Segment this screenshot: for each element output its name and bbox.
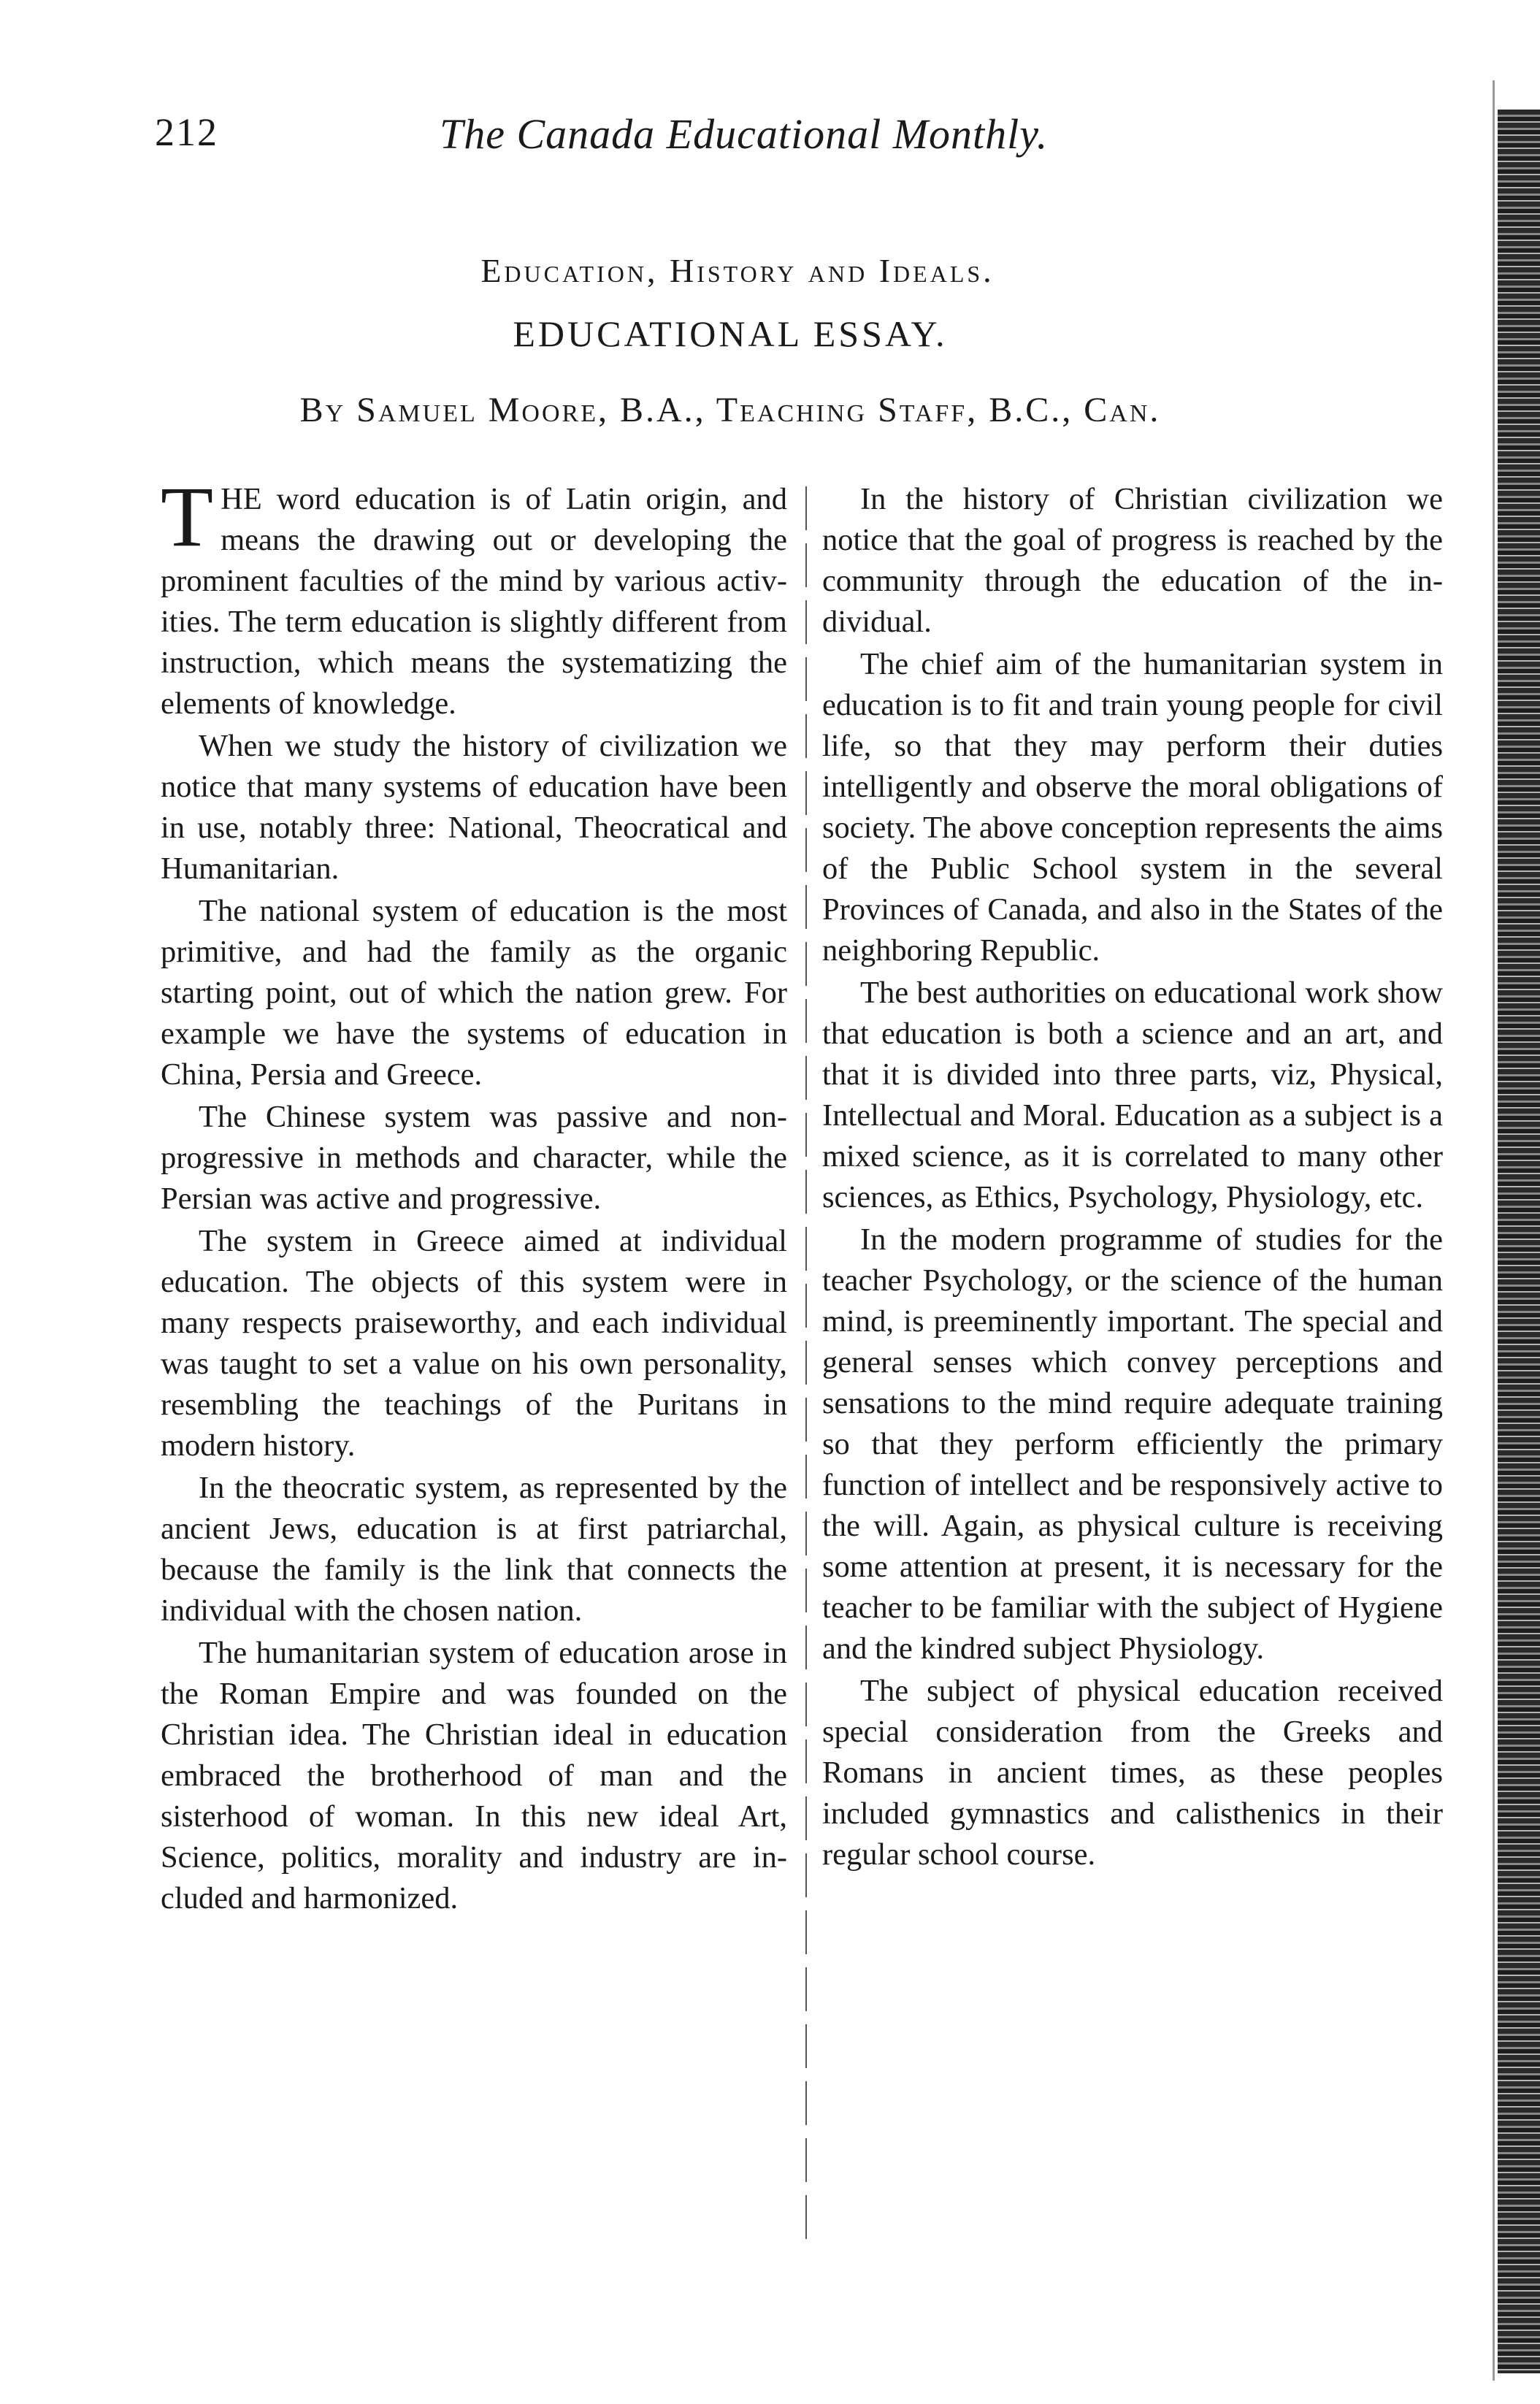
paragraph: The subject of physical education received special consideration from the Greeks and Romans in ancient times, as these peoples included gymnastics and calisthenics in their regular school course.	[822, 1674, 1443, 1872]
essay-title: EDUCATIONAL ESSAY.	[513, 313, 948, 354]
paragraph: The Chinese system was passive and non-progressive in methods and character, while the Persian was active and progressive.	[161, 1100, 787, 1216]
page-edge-line	[1493, 80, 1495, 2381]
paragraph: The national system of education is the most primitive, and had the family as the organic starting point, out of which the nation grew. For example we have the systems of education in China, Persia and Greece.	[161, 894, 787, 1092]
section-title: Education, History and Ideals.	[480, 252, 995, 289]
paragraph: When we study the history of civilization we notice that many systems of education have been in use, notably three: National, Theocratical and Humanitarian.	[161, 729, 787, 886]
running-head	[155, 110, 1148, 175]
paragraph: The humanitarian system of education arose in the Roman Empire and was founded on the Christian idea. The Christian ideal in education embraced the brotherhood of man and the sisterhood of woman. In this new ideal Art, Science, politics, morality and industry are included and harmonized.	[161, 1636, 787, 1915]
paragraph: In the modern programme of studies for the teacher Psychology, or the science of the human mind, is preeminently important. The special and general senses which convey perceptions and sensations to the mind require adequate training so that they perform efficiently the primary function of intellect and be responsively active to the will. Again, as physical culture is receiving some attention at present, it is necessary for the teacher to be familiar with the subject of Hygiene and the kindred subject Physiology.	[822, 1222, 1443, 1666]
author-byline: By Samuel Moore, B.A., Teaching Staff, B.C., Can.	[299, 391, 1161, 429]
paragraph: In the theocratic system, as represented by the ancient Jews, education is at first patriarchal, because the family is the link that connects the individual with the chosen nation.	[161, 1471, 787, 1628]
drop-cap: T	[161, 469, 214, 564]
book-binding-edge	[1498, 110, 1540, 2373]
column-divider	[805, 486, 807, 2246]
page-number: 212	[155, 110, 218, 154]
right-column	[822, 479, 1443, 1877]
left-column	[161, 469, 787, 1921]
journal-title: The Canada Educational Monthly.	[440, 110, 1049, 158]
paragraph	[161, 469, 787, 724]
paragraph: In the history of Christian civilization we notice that the goal of progress is reached by the community through the education of the individual.	[822, 482, 1443, 639]
paragraph: The chief aim of the humanitarian system in education is to fit and train young people for civil life, so that they may perform their duties intelligently and observe the moral obligations of society. The above conception represents the aims of the Public School system in the several Provinces of Canada, and also in the States of the neighboring Republic.	[822, 647, 1443, 968]
paragraph: The best authorities on educational work show that education is both a science and an art, and that it is divided into three parts, viz, Physical, Intellectual and Moral. Education as a subject is a mixed science, as it is correlated to many other sciences, as Ethics, Psychology, Physiology, etc.	[822, 976, 1443, 1214]
paragraph: The system in Greece aimed at individual education. The objects of this system were in many respects praiseworthy, and each individual was taught to set a value on his own personality, resembling the teachings of the Puritans in modern history.	[161, 1224, 787, 1463]
paragraph-text: HE word education is of Latin origin, and means the drawing out or developing the prominent faculties of the mind by various activities. The term education is slightly different from instruction, which means the systematizing the elements of knowledge.	[161, 482, 787, 721]
